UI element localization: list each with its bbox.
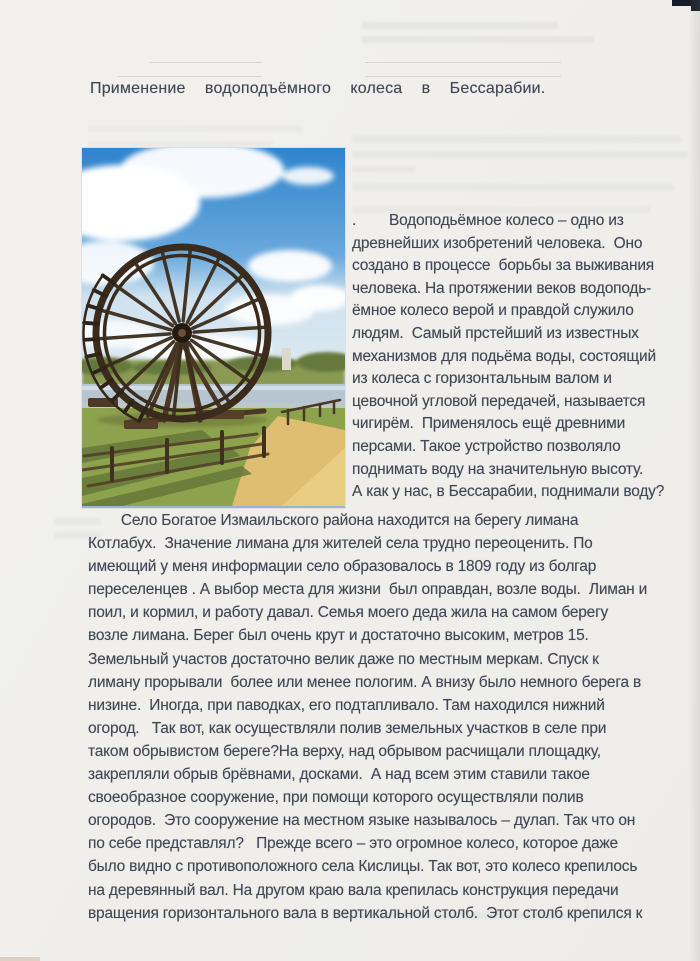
text-line: ёмное колесо верой и правдой служило [352, 302, 634, 320]
bleed-through-artifact [362, 36, 594, 43]
text-line: создано в процессе борьбы за выживания [352, 257, 654, 275]
bleed-through-artifact [150, 62, 262, 63]
text-line: переселенцев . А выбор места для жизни был оправдан, возле воды. Лиман и [88, 581, 648, 599]
text-line: возле лимана. Берег был очень крут и достаточно высоким, метров 15. [88, 627, 589, 645]
water-wheel-illustration [82, 148, 345, 506]
text-line: из колеса с горизонтальным валом и [352, 370, 612, 388]
text-line: . Водоподьёмное колесо – одно из [352, 212, 624, 229]
text-line: низине. Иногда, при паводках, его подтапливало. Там находился нижний [88, 696, 605, 714]
bleed-through-artifact [352, 151, 688, 158]
text-line: чигирём. Применялось ещё древними [352, 415, 626, 433]
water-wheel-photo [82, 148, 345, 508]
main-paragraph [88, 509, 694, 925]
bleed-through-artifact [118, 76, 262, 77]
bleed-through-artifact [365, 62, 561, 63]
text-line: Котлабух. Значение лимана для жителей села трудно переоценить. По [88, 535, 593, 553]
text-line: Земельный участов достаточно велик даже по местным меркам. Спуск к [88, 650, 599, 668]
text-line: имеющий у меня информации село образовалось в 1809 году из болгар [88, 558, 597, 576]
text-line: закрепляли обрыв брёвнами, досками. А над всем этим ставили такое [88, 766, 590, 784]
bleed-through-artifact [352, 166, 416, 172]
text-line: огород. Так вот, как осуществляли полив земельных участков в селе при [88, 719, 607, 737]
text-line: лиману прорывали более или менее пологим. А внизу было немного берега в [88, 673, 642, 691]
text-line: вращения горизонтального вала в вертикальной столб. Этот столб крепился к [88, 904, 643, 922]
bleed-through-artifact [88, 141, 273, 147]
text-line: Село Богатое Измаильского района находится на берегу лимана [88, 512, 579, 529]
bleed-through-artifact [362, 22, 558, 29]
text-line: механизмов для подьёма воды, состоящий [352, 347, 656, 365]
text-line: персами. Такое устройство позволяло [352, 437, 621, 455]
scan-edge-artifact [0, 957, 40, 961]
text-line: человека. На протяжении веков водоподь- [352, 279, 652, 297]
text-line: было видно с противоположного села Кислицы. Так вот, это колесо крепилось [88, 858, 638, 876]
text-line: А как у нас, в Бессарабии, поднимали воду? [352, 483, 665, 501]
intro-paragraph [352, 210, 694, 504]
text-line: поднимать воду на значительную высоту. [352, 460, 644, 478]
text-line: поил, и кормил, и работу давал. Семья моего деда жила на самом берегу [88, 604, 609, 622]
bleed-through-artifact [88, 126, 303, 132]
text-line: на деревянный вал. На другом краю вала крепилась конструкция передачи [88, 881, 619, 899]
text-line: таком обрывистом береге?На верху, над обрывом расчищали площадку, [88, 742, 601, 760]
text-line: древнейших изобретений человека. Оно [352, 234, 643, 252]
text-line: цевочной угловой передачей, называется [352, 392, 646, 410]
page-title: Применение водоподъёмного колеса в Бессарабии. [90, 80, 546, 97]
text-line: по себе представлял? Прежде всего – это огромное колесо, которое даже [88, 835, 618, 853]
text-line: своеобразное сооружение, при помощи которого осуществляли полив [88, 789, 584, 807]
text-line: огородов. Это сооружение на местном языке называлось – дулап. Так что он [88, 812, 636, 830]
bleed-through-artifact [365, 76, 561, 77]
text-line: людям. Самый прстейший из известных [352, 324, 639, 342]
bleed-through-artifact [352, 136, 682, 143]
bleed-through-artifact [352, 184, 674, 191]
